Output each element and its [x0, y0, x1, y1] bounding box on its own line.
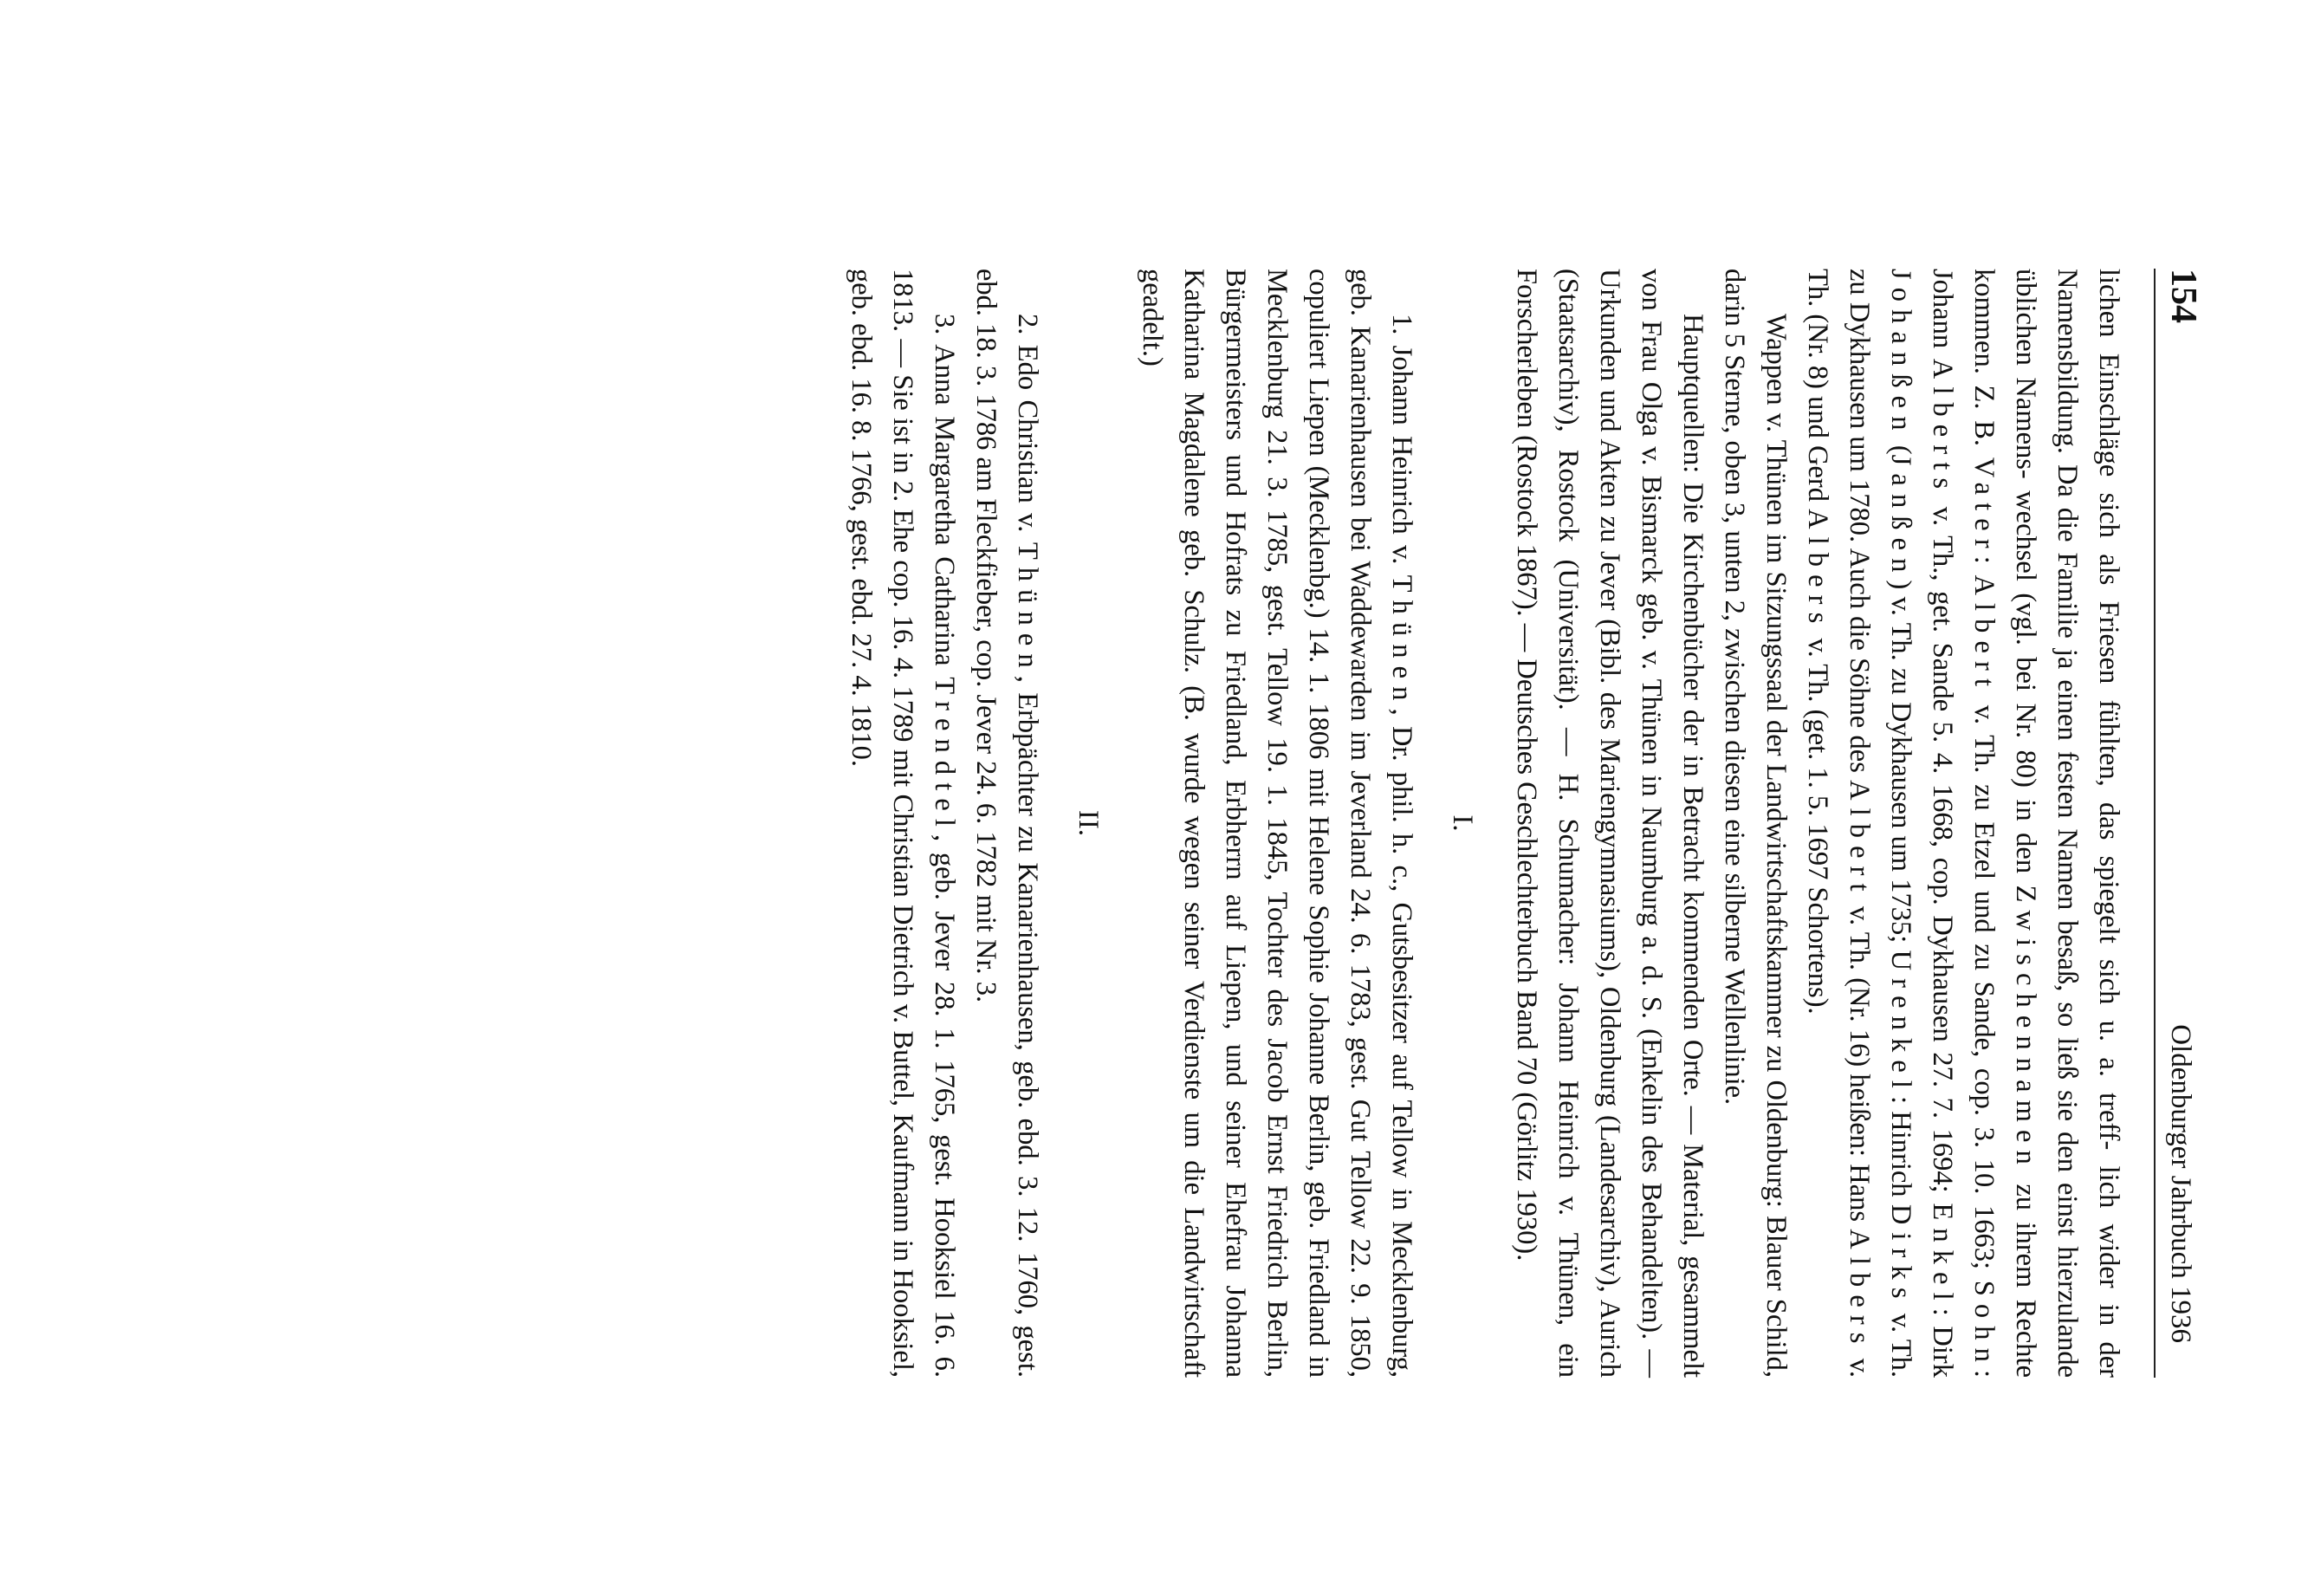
page-number: 154 [2163, 269, 2203, 323]
page-header [2154, 269, 2204, 1378]
section-heading-ii: II. [1073, 809, 1104, 837]
entry-1-johann-heinrich: 1. Johann Heinrich v. Thünen, Dr. phil. h. c., Gutsbesitzer auf Tellow in Mecklenburg, geb. Kanarienhausen bei Waddewarden im Jeverland 24. 6. 1783, gest. Gut Tellow 22. 9. 1850, copuliert Liepen (Mecklenbg.) 14. 1. 1806 mit Helene Sophie Johanne Berlin, geb. Friedland in Mecklenburg 21. 3. 1785, gest. Tellow 19. 1. 1845, Tochter des Jacob Ernst Friedrich Berlin, Bürgermeisters und Hofrats zu Friedland, Erbherrn auf Liepen, und seiner Ehefrau Johanna Katharina Magdalene geb. Schulz. (B. wurde wegen seiner Verdienste um die Landwirtschaft geadelt.) [1137, 269, 1417, 1378]
entry-3-anna-margaretha: 3. Anna Margaretha Catharina Trendtel, geb. Jever 28. 1. 1765, gest. Hooksiel 16. 6. 1813. — Sie ist in 2. Ehe cop. 16. 4. 1789 mit Christian Dietrich v. Buttel, Kaufmann in Hooksiel, geb. ebd. 16. 8. 1766, gest. ebd. 27. 4. 1810. [846, 269, 960, 1378]
paragraph-main-sources: Hauptquellen: Die Kirchenbücher der in Betracht kommenden Orte. — Material, gesammelt von Frau Olga v. Bismarck geb. v. Thünen in Naumburg a. d. S. (Enkelin des Behandelten). — Urkunden und Akten zu Jever (Bibl. des Mariengymnasiums), Oldenburg (Landesarchiv), Aurich (Staatsarchiv), Rostock (Universität). — H. Schumacher: Johann Heinrich v. Thünen, ein Forscherleben (Rostock 1867). — Deutsches Geschlechterbuch Band 70 (Görlitz 1930). [1511, 269, 1708, 1378]
paragraph-name-formation: lichen Einschläge sich als Friesen fühlten, das spiegelt sich u. a. treff- lich wider in der Namensbildung. Da die Familie ja einen festen Namen besaß, so ließ sie den einst hierzulande üblichen Namens- wechsel (vgl. bei Nr. 80) in den Zwischennamen zu ihrem Rechte kommen. Z. B. Vater: Albert v. Th. zu Etzel und zu Sande, cop. 3. 10. 1663; Sohn: Johann Alberts v. Th., get. Sande 5. 4. 1668, cop. Dykhausen 27. 7. 1694; Enkel: Dirk Johanßen (Janßen) v. Th. zu Dykhausen um 1735; Urenkel: Hinrich Dirks v. Th. zu Dykhausen um 1780. Auch die Söhne des Albert v. Th. (Nr. 16) heißen: Hans Albers v. Th. (Nr. 8) und Gerd Albers v. Th. (get. 1. 5. 1697 Schortens). [1802, 269, 2124, 1379]
running-title: Oldenburger Jahrbuch 1936 [2165, 1024, 2196, 1343]
section-heading-i: I. [1447, 814, 1478, 832]
paragraph-coat-of-arms: Wappen v. Thünen im Sitzungssaal der Landwirtschaftskammer zu Oldenburg: Blauer Schild, darin 5 Sterne, oben 3, unten 2, zwischen diesen eine silberne Wellenlinie. [1719, 269, 1792, 1378]
entry-2-edo-christian: 2. Edo Christian v. Thünen, Erbpächter zu Kanarienhausen, geb. ebd. 3. 12. 1760, gest. ebd. 18. 3. 1786 am Fleckfieber, cop. Jever 24. 6. 1782 mit Nr. 3. [970, 269, 1043, 1378]
page-content [840, 269, 2204, 1378]
body-text [840, 269, 2130, 1378]
